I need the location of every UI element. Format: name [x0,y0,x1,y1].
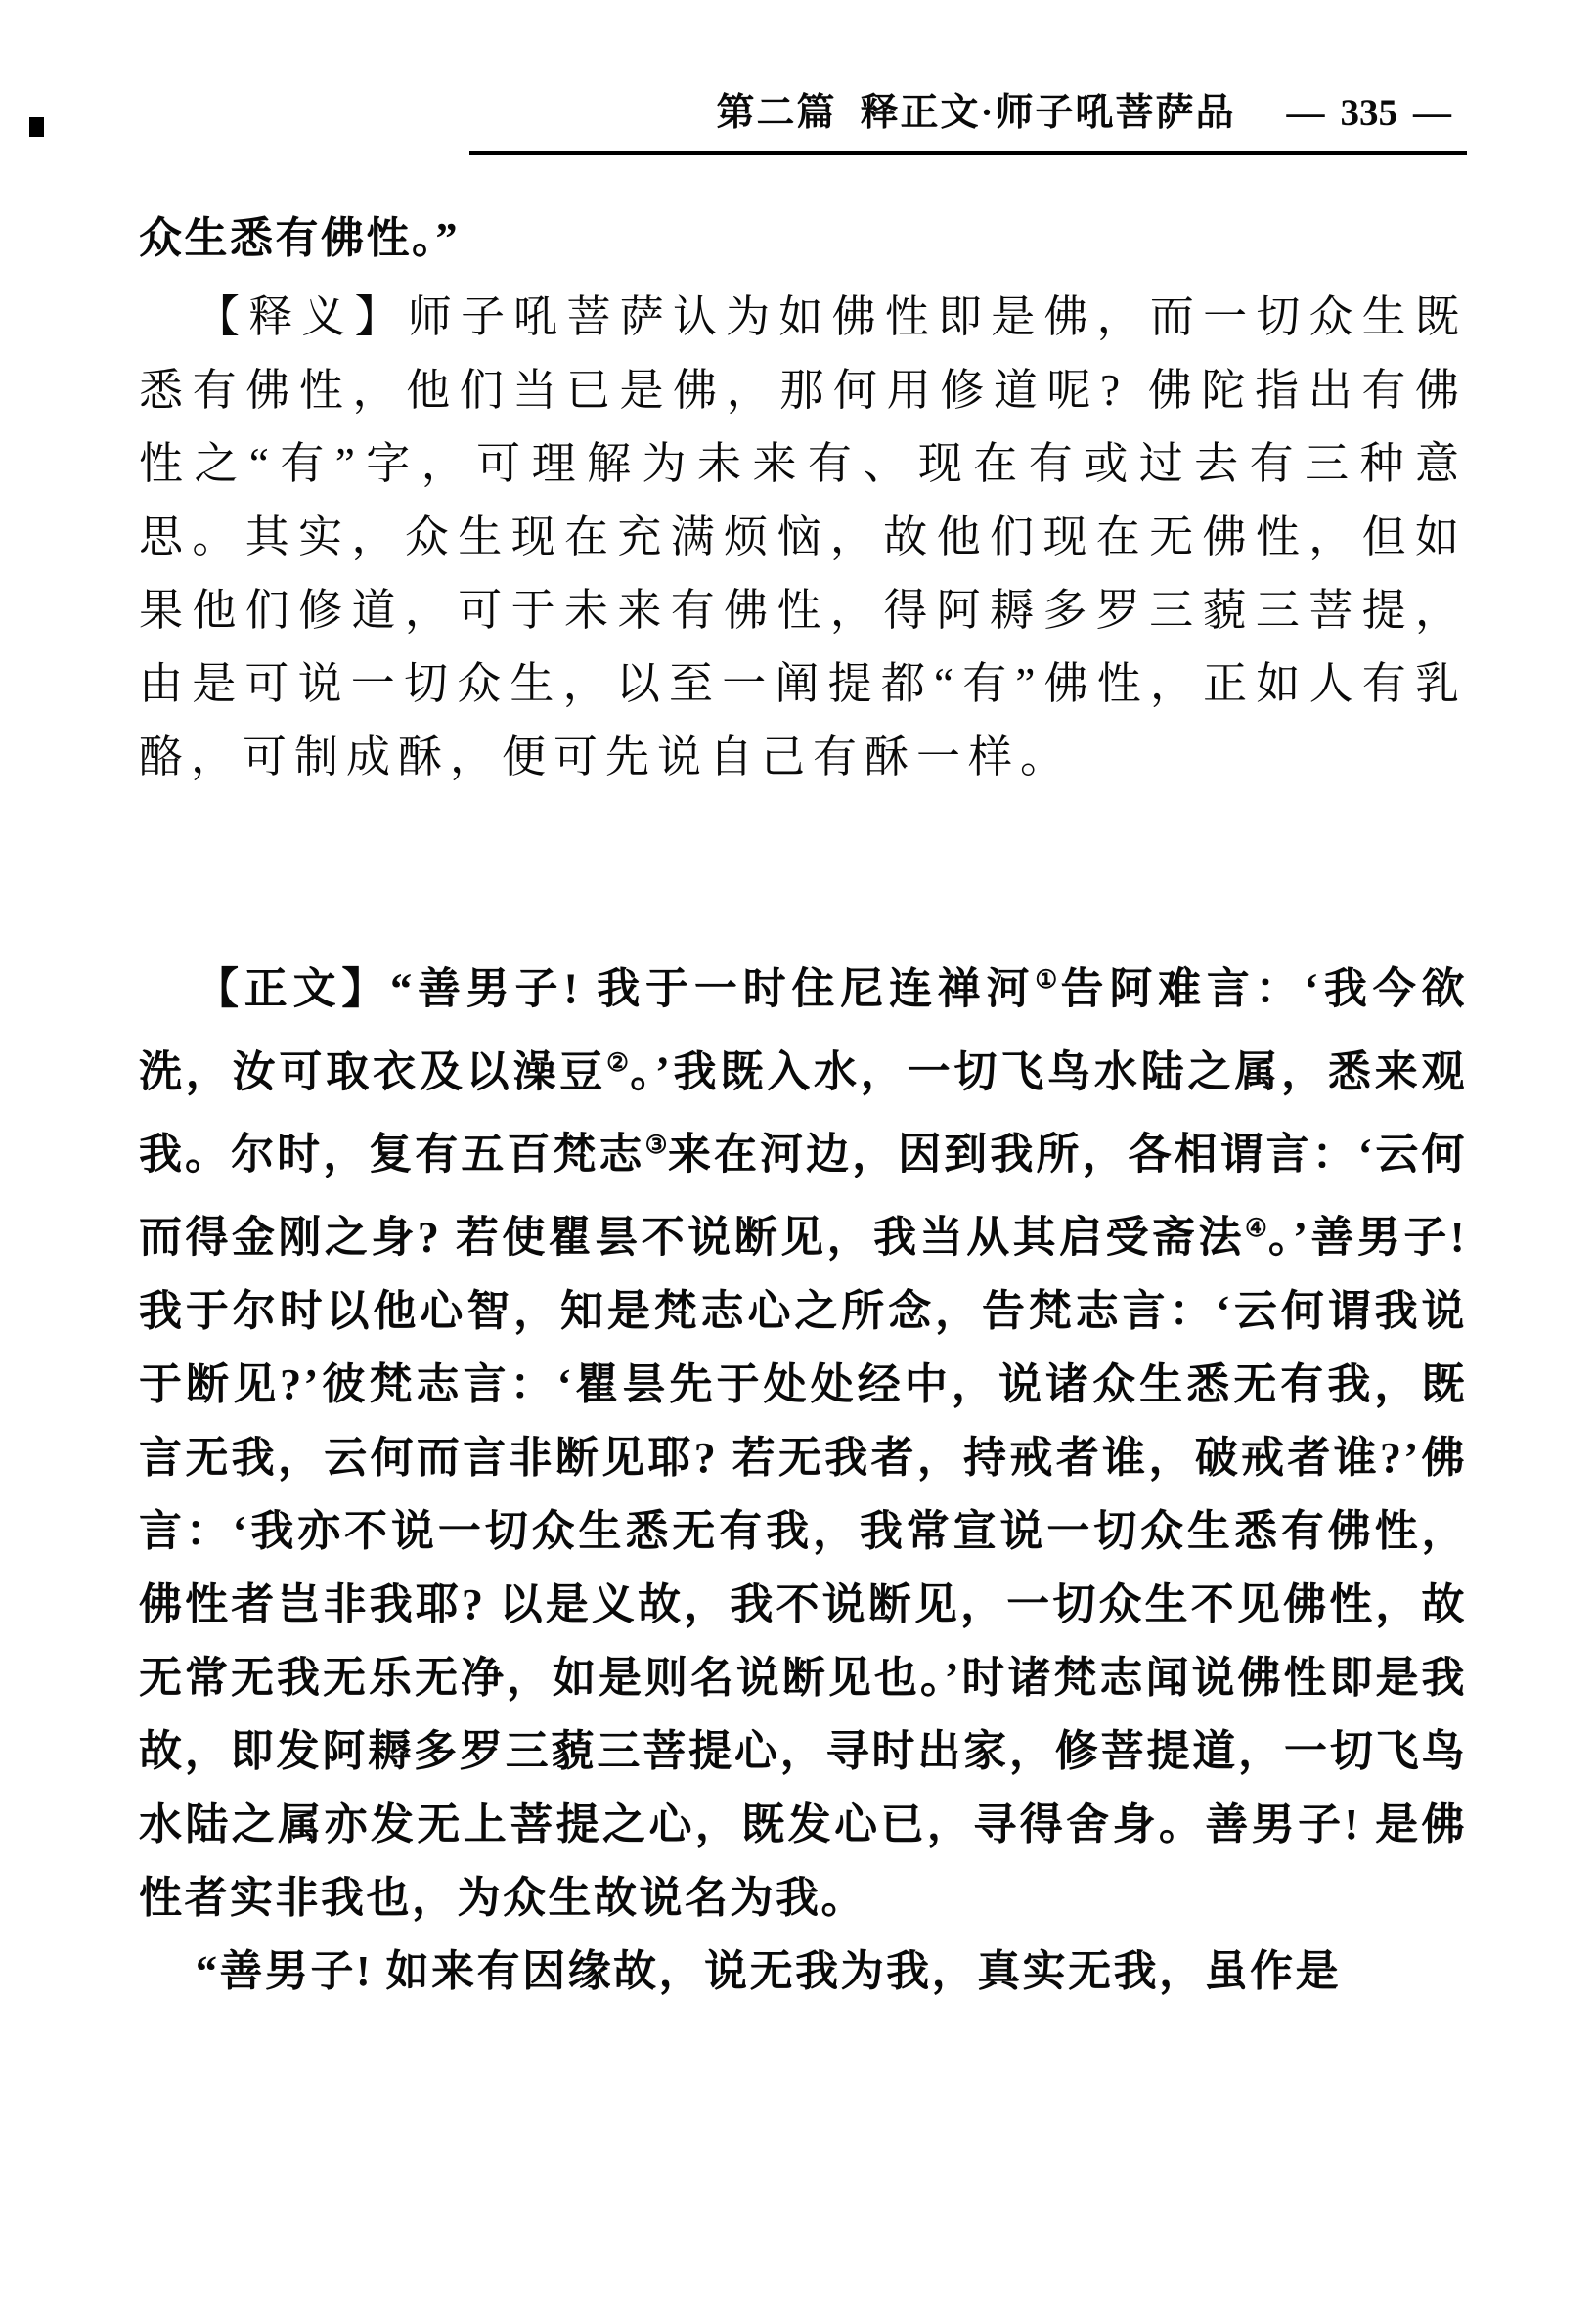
book-page [0,88,1596,2312]
footnote-marker: ② [606,1047,631,1077]
page-body [139,201,1467,2008]
pageno-dash-left: — [1286,92,1325,134]
running-head [469,88,1467,155]
footnote-marker: ④ [1244,1213,1268,1242]
paragraph-carryover-scripture: 众生悉有佛性。” [139,214,460,262]
paragraph-scripture-continuation: “善男子! 如来有因缘故，说无我为我，真实无我，虽作是 [196,1946,1342,1995]
pageno-dash-right: — [1413,92,1451,134]
running-head-title: 释正文·师子吼菩萨品 [860,92,1236,134]
scan-artifact [29,117,44,137]
running-head-section: 第二篇 [716,92,837,134]
paragraph-zhengwen-scripture: 【正文】“善男子! 我于一时住尼连禅河①告阿难言：‘我今欲洗，汝可取衣及以澡豆②。’我既入水，一切飞鸟水陆之属，悉来观我。尔时，复有五百梵志③来在河边，因到我所，各相谓言：‘云何而得金刚之身? 若使瞿昙不说断见，我当从其启受斋法④。’善男子! 我于尔时以他心智，知是梵志心之所念，告梵志言：‘云何谓我说于断见?’彼梵志言：‘瞿昙先于处处经中，说诸众生悉无有我，既言无我，云何而言非断见耶? 若无我者，持戒者谁，破戒者谁?’佛言：‘我亦不说一切众生悉无有我，我常宣说一切众生悉有佛性，佛性者岂非我耶? 以是义故，我不说断见，一切众生不见佛性，故无常无我无乐无净，如是则名说断见也。’时诸梵志闻说佛性即是我故，即发阿耨多罗三藐三菩提心，寻时出家，修菩提道，一切飞鸟水陆之属亦发无上菩提之心，既发心已，寻得舍身。善男子! 是佛性者实非我也，为众生故说名为我。 [139,964,1468,1922]
paragraph-shiyi-commentary: 【释义】师子吼菩萨认为如佛性即是佛，而一切众生既悉有佛性，他们当已是佛，那何用修道呢? 佛陀指出有佛性之“有”字，可理解为未来有、现在有或过去有三种意思。其实，众生现在充满烦恼，故他们现在无佛性，但如果他们修道，可于未来有佛性，得阿耨多罗三藐三菩提，由是可说一切众生，以至一阐提都“有”佛性，正如人有乳酪，可制成酥，便可先说自己有酥一样。 [139,292,1467,781]
page-number: 335 [1340,92,1397,134]
running-head-pageno [1271,92,1468,134]
footnote-marker: ③ [644,1131,668,1160]
footnote-marker: ① [1035,965,1061,994]
